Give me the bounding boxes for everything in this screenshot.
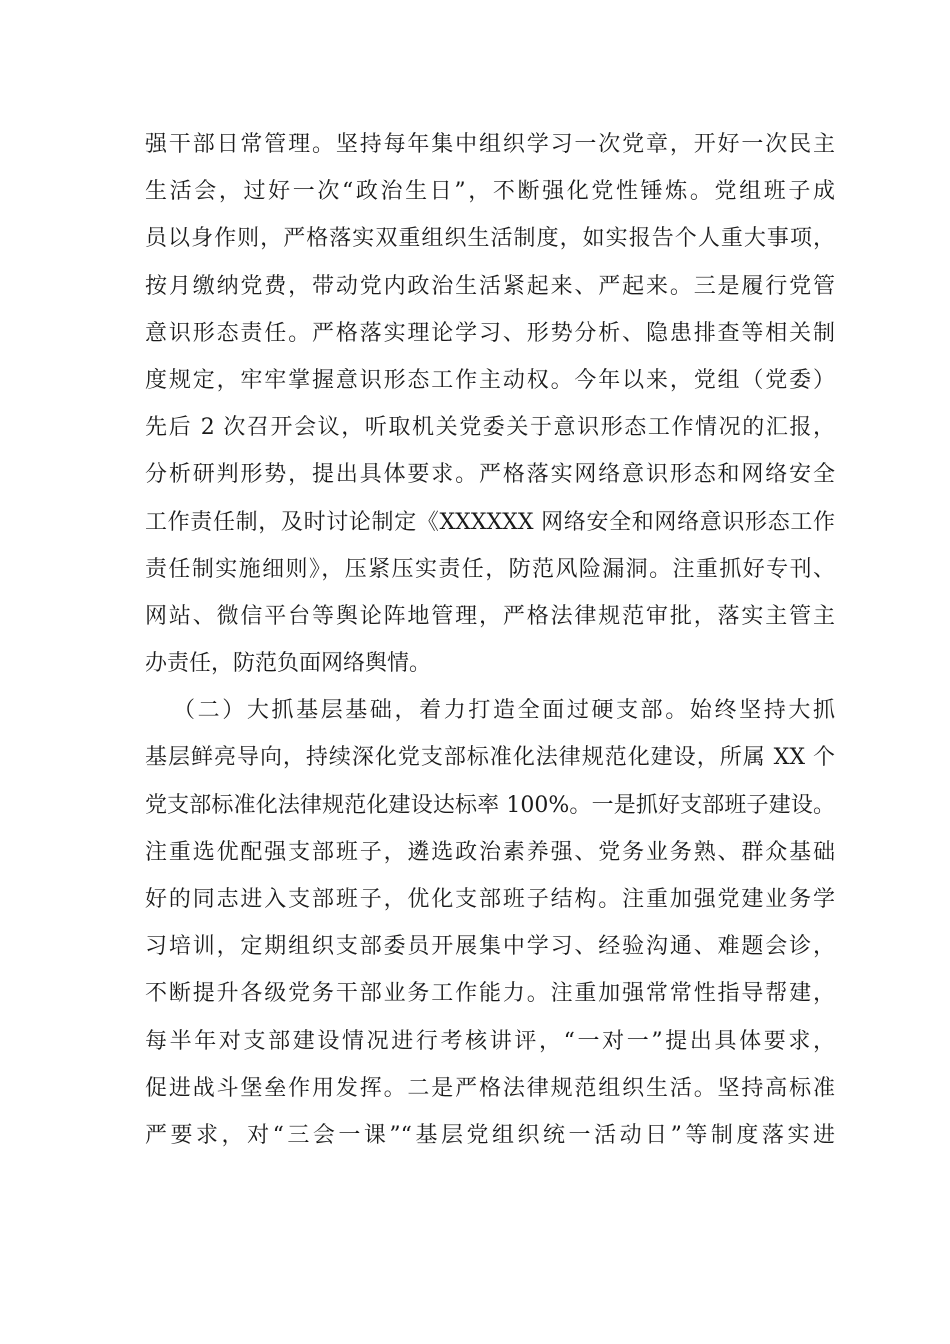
text-line: 不断提升各级党务干部业务工作能力。注重加强常常性指导帮建，	[145, 981, 835, 1007]
text-line: 习培训，定期组织支部委员开展集中学习、经验沟通、难题会诊，	[145, 934, 835, 960]
text-line: 注重选优配强支部班子，遴选政治素养强、党务业务熟、群众基础	[145, 839, 835, 865]
text-line: 度规定，牢牢掌握意识形态工作主动权。今年以来，党组（党委）	[145, 367, 835, 393]
text-line: 先后 2 次召开会议，听取机关党委关于意识形态工作情况的汇报，	[145, 415, 835, 441]
text-line: 生活会，过好一次“政治生日”，不断强化党性锤炼。党组班子成	[145, 179, 835, 205]
text-line: 工作责任制，及时讨论制定《XXXXXX 网络安全和网络意识形态工作	[145, 509, 835, 535]
text-line: 意识形态责任。严格落实理论学习、形势分析、隐患排查等相关制	[145, 320, 835, 346]
text-line: 分析研判形势，提出具体要求。严格落实网络意识形态和网络安全	[145, 462, 835, 488]
text-line: 基层鲜亮导向，持续深化党支部标准化法律规范化建设，所属 XX 个	[145, 745, 835, 771]
text-line: 责任制实施细则》，压紧压实责任，防范风险漏洞。注重抓好专刊、	[145, 556, 835, 582]
text-line: 严要求，对“三会一课”“基层党组织统一活动日”等制度落实进	[145, 1122, 835, 1148]
text-line: 强干部日常管理。坚持每年集中组织学习一次党章，开好一次民主	[145, 132, 835, 157]
text-line: 按月缴纳党费，带动党内政治生活紧起来、严起来。三是履行党管	[145, 273, 835, 299]
document-body	[145, 130, 835, 1168]
text-line: 好的同志进入支部班子，优化支部班子结构。注重加强党建业务学	[145, 887, 835, 912]
section-heading-line: （二）大抓基层基础，着力打造全面过硬支部。始终坚持大抓	[173, 698, 835, 724]
text-line: 每半年对支部建设情况进行考核讲评，“一对一”提出具体要求，	[145, 1028, 835, 1054]
text-line: 网站、微信平台等舆论阵地管理，严格法律规范审批，落实主管主	[145, 603, 835, 629]
text-line: 员以身作则，严格落实双重组织生活制度，如实报告个人重大事项，	[145, 226, 835, 252]
text-line: 党支部标准化法律规范化建设达标率 100%。一是抓好支部班子建设。	[145, 792, 835, 818]
text-line: 促进战斗堡垒作用发挥。二是严格法律规范组织生活。坚持高标准	[145, 1075, 835, 1101]
paragraph-end-line: 办责任，防范负面网络舆情。	[145, 651, 432, 677]
